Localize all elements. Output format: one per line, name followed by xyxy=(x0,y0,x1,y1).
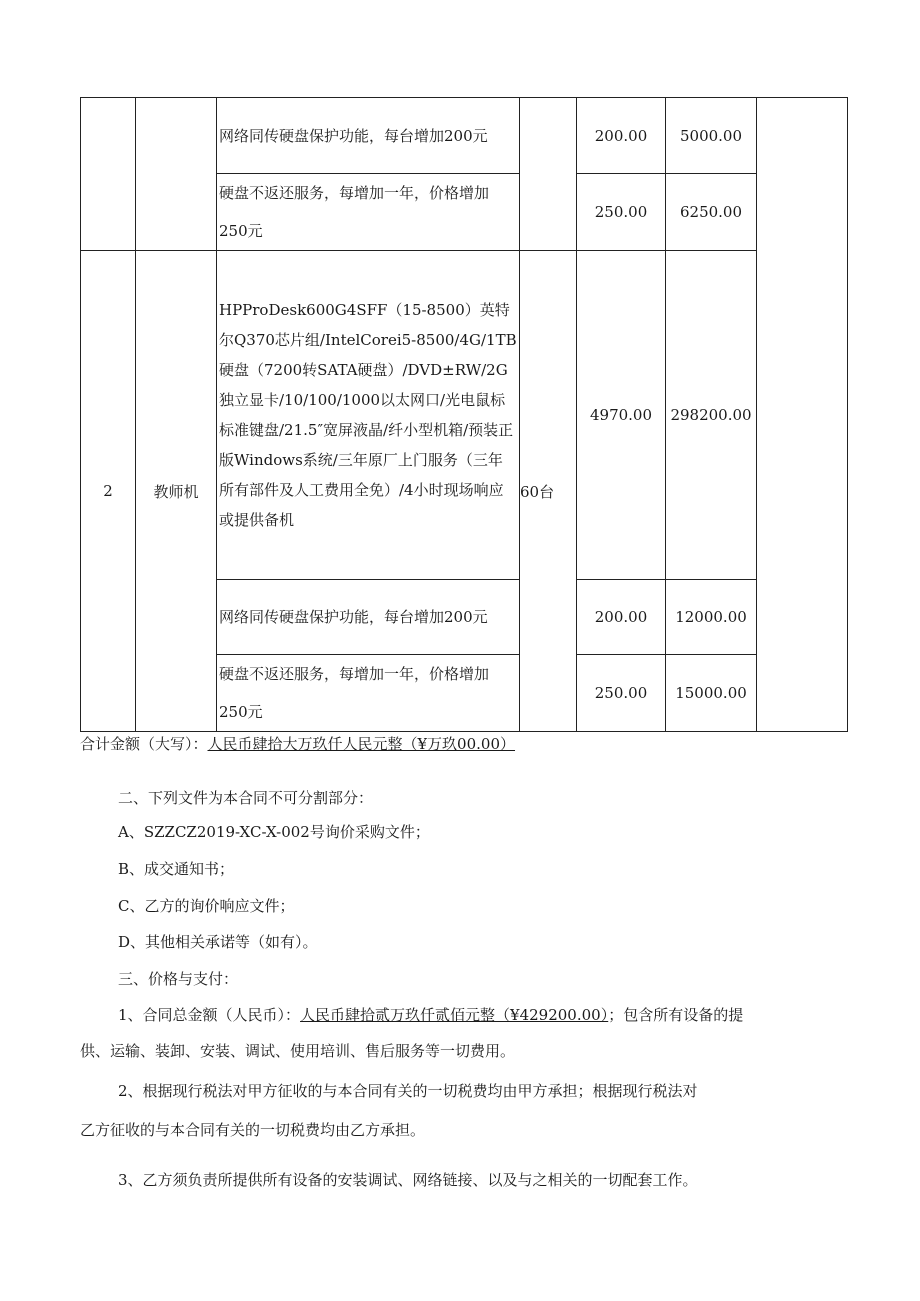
installation-clause: 3、乙方须负责所提供所有设备的安装调试、网络链接、以及与之相关的一切配套工作。 xyxy=(118,1171,698,1189)
section-2-heading: 二、下列文件为本合同不可分割部分： xyxy=(118,789,374,807)
line-total-cell: 6250.00 xyxy=(666,174,757,251)
grand-total-amount: 人民币肆拾大万玖仟人民元整（¥万玖00.00） xyxy=(207,735,516,753)
document-item-d: D、其他相关承诺等（如有）。 xyxy=(118,933,318,951)
row-number-cell xyxy=(81,98,136,251)
contract-amount-value: 人民币肆拾贰万玖仟贰佰元整（¥429200.00） xyxy=(300,1006,609,1024)
unit-price-cell: 200.00 xyxy=(577,580,666,655)
line-total-cell: 12000.00 xyxy=(666,580,757,655)
grand-total-label: 合计金额（大写）： xyxy=(80,735,208,753)
desc-cell: 硬盘不返还服务，每增加一年，价格增加250元 xyxy=(217,174,520,251)
unit-price-cell: 200.00 xyxy=(577,98,666,174)
payment-clause-1-cont: 供、运输、装卸、安装、调试、使用培训、售后服务等一切费用。 xyxy=(80,1042,516,1060)
contract-amount-suffix: ；包含所有设备的提 xyxy=(608,1006,744,1024)
item-name-cell: 教师机 xyxy=(136,251,217,732)
contract-amount-label: 1、合同总金额（人民币）： xyxy=(118,1006,301,1024)
qty-cell xyxy=(520,98,577,251)
line-total-cell: 5000.00 xyxy=(666,98,757,174)
unit-price-cell: 250.00 xyxy=(577,174,666,251)
line-total-cell: 15000.00 xyxy=(666,655,757,732)
payment-clause-1 xyxy=(118,1004,743,1025)
tax-clause-line-2: 乙方征收的与本合同有关的一切税费均由乙方承担。 xyxy=(80,1121,426,1139)
tax-clause-line-1: 2、根据现行税法对甲方征收的与本合同有关的一切税费均由甲方承担；根据现行税法对 xyxy=(118,1082,698,1100)
desc-cell: 网络同传硬盘保护功能，每台增加200元 xyxy=(217,98,520,174)
document-item-a: A、SZZCZ2019-XC-X-002号询价采购文件； xyxy=(118,823,430,841)
line-total-cell: 298200.00 xyxy=(666,251,757,580)
unit-price-cell: 250.00 xyxy=(577,655,666,732)
desc-cell: HPProDesk600G4SFF（15-8500）英特尔Q370芯片组/IntelCorei5-8500/4G/1TB硬盘（7200转SATA硬盘）/DVD±RW/2G独立显卡/10/100/1000以太网口/光电鼠标标准键盘/21.5″宽屏液晶/纤小型机箱/预装正版Windows系统/三年原厂上门服务（三年所有部件及人工费用全免）/4小时现场响应或提供备机 xyxy=(217,251,520,580)
qty-cell: 60台 xyxy=(520,251,577,732)
section-3-heading: 三、价格与支付： xyxy=(118,970,239,988)
desc-cell: 网络同传硬盘保护功能，每台增加200元 xyxy=(217,580,520,655)
row-number-cell: 2 xyxy=(81,251,136,732)
table-row xyxy=(81,251,848,580)
desc-cell: 硬盘不返还服务，每增加一年，价格增加250元 xyxy=(217,655,520,732)
document-item-b: B、成交通知书； xyxy=(118,860,235,878)
document-item-c: C、乙方的询价响应文件； xyxy=(118,897,295,915)
note-cell xyxy=(757,98,848,732)
item-name-cell xyxy=(136,98,217,251)
equipment-table xyxy=(80,97,848,732)
grand-total-line xyxy=(80,733,515,754)
unit-price-cell: 4970.00 xyxy=(577,251,666,580)
table-row xyxy=(81,98,848,174)
